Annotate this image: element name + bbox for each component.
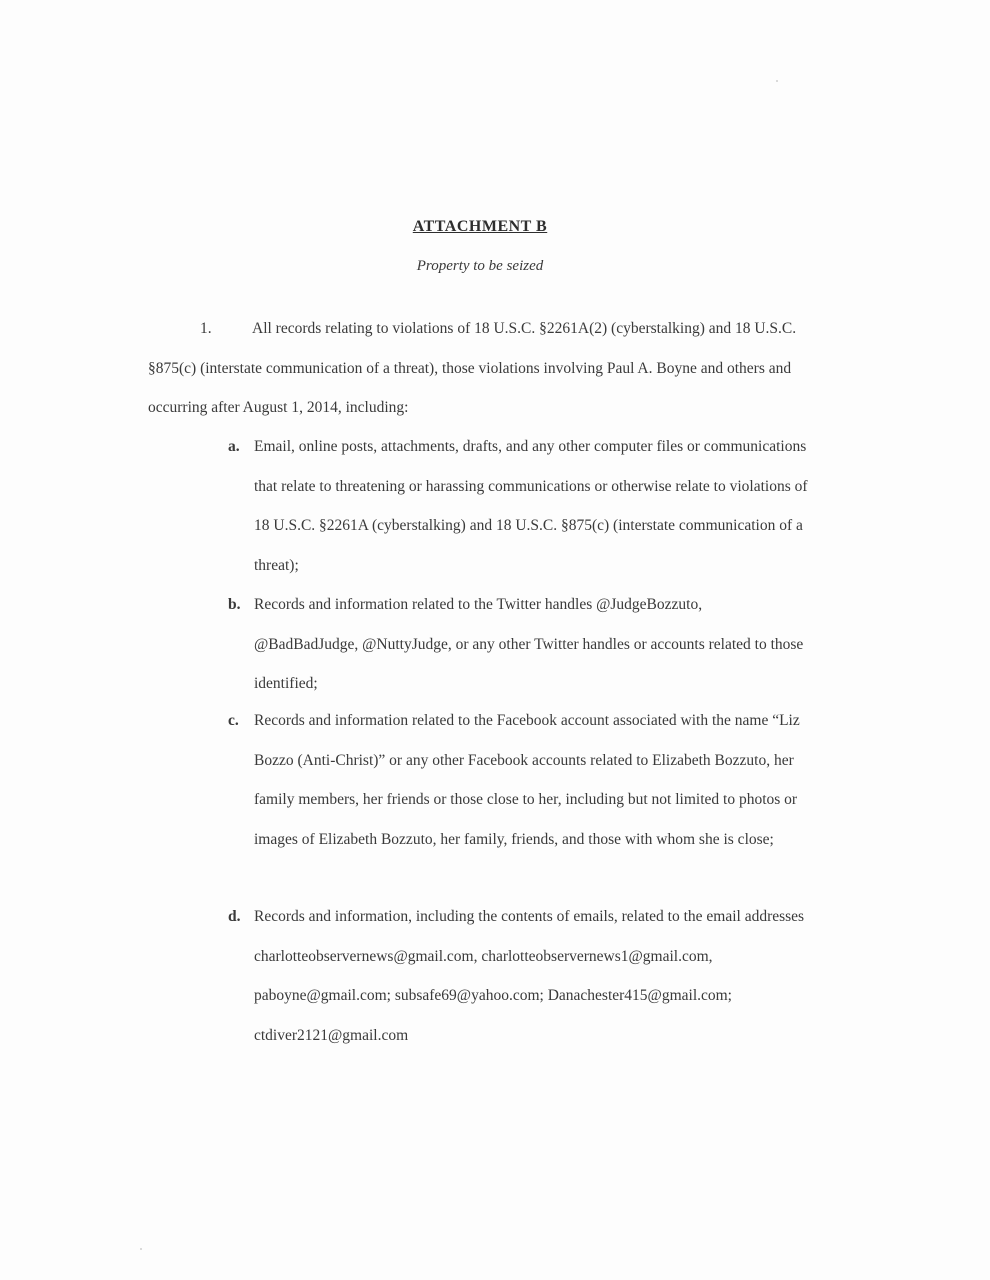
list-item-text: Email, online posts, attachments, drafts, and any other computer files or communications that relate to threatening or harassing communications or otherwise relate to violations of 18 U.S.C. §2261A (cyberstalking) and 18 U.S.C. §875(c) (interstate communication of a threat); <box>254 438 808 574</box>
list-item-text: Records and information related to the Facebook account associated with the name “Liz Bozzo (Anti-Christ)” or any other Facebook accounts related to Elizabeth Bozzuto, her family members, her friends or those close to her, including but not limited to photos or images of Elizabeth Bozzuto, her family, friends, and those with whom she is close; <box>254 712 800 848</box>
paragraph-text: All records relating to violations of 18 U.S.C. §2261A(2) (cyberstalking) and 18 U.S.C. §875(c) (interstate communication of a threat), those violations involving Paul A. Boyne and others and occurring after August 1, 2014, including: <box>148 320 797 416</box>
document-title: ATTACHMENT B <box>412 218 548 235</box>
list-item-letter: c. <box>228 712 239 729</box>
list-item-text: Records and information related to the Twitter handles @JudgeBozzuto, @BadBadJudge, @NuttyJudge, or any other Twitter handles or accounts related to those identified; <box>254 596 804 692</box>
list-item-letter: a. <box>228 438 240 455</box>
list-item-letter: b. <box>228 596 241 613</box>
list-item-letter: d. <box>228 908 241 925</box>
scan-speck <box>776 80 778 82</box>
document-subtitle: Property to be seized <box>416 258 544 274</box>
list-item-text: Records and information, including the contents of emails, related to the email addresses charlotteobservernews@gmail.com, charlotteobservernews1@gmail.com, paboyne@gmail.com; subsafe69@yahoo.com; Danachester415@gmail.com; ctdiver2121@gmail.com <box>254 908 805 1044</box>
paragraph-number: 1. <box>200 320 212 337</box>
scan-speck <box>140 1248 142 1250</box>
paragraph-1 <box>148 309 808 428</box>
